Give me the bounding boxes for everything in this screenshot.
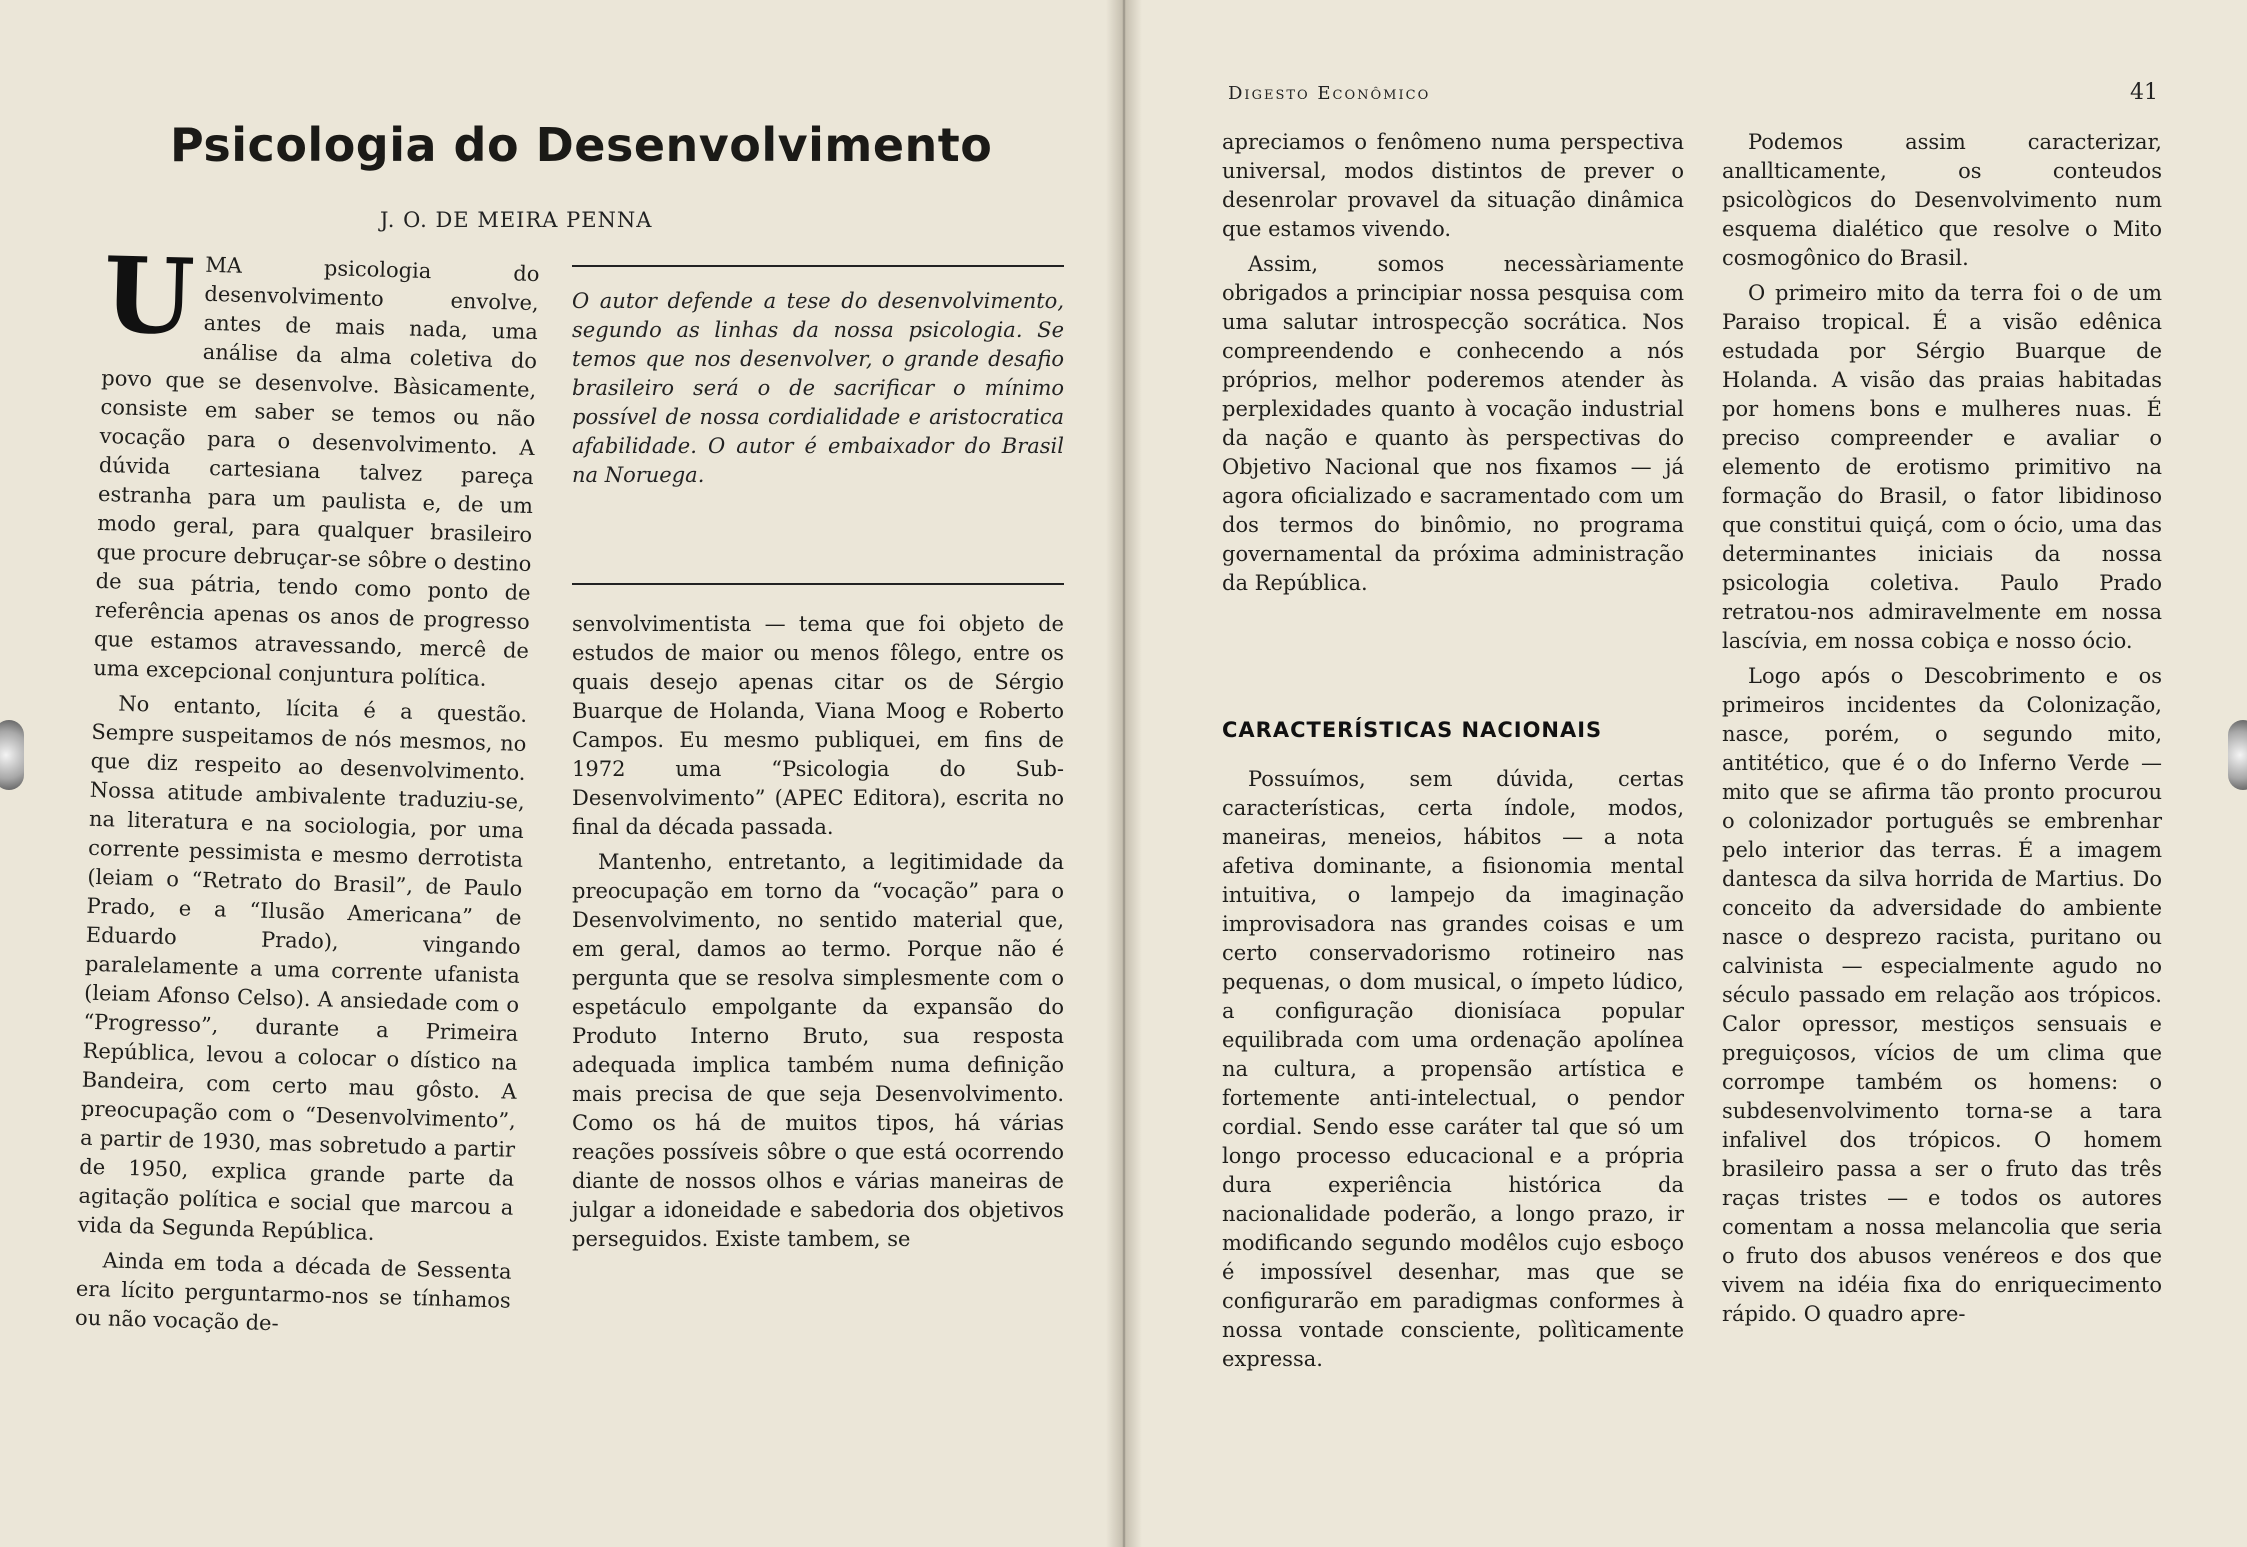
running-head: Digesto Econômico — [1228, 83, 1431, 104]
right-column-1b — [1222, 765, 1684, 1380]
summary-rule-bottom — [572, 583, 1064, 585]
paragraph: senvolvimentista — tema que foi objeto de estudos de maior ou menos fôlego, entre os quais desejo apenas citar os de Sérgio Buarque de Holanda, Viana Moog e Roberto Campos. Eu mesmo publiquei, em fins de 1972 uma “Psicologia do Sub-Desenvolvimento” (APEC Editora), escrita no final da década passada. — [572, 612, 1064, 839]
paragraph: Ainda em toda a década de Sessenta era lícito perguntarmo-nos se tínhamos ou não vocação de- — [74, 1248, 512, 1336]
drop-cap: U — [101, 233, 197, 359]
article-author: J. O. DE MEIRA PENNA — [380, 208, 653, 232]
paragraph: No entanto, lícita é a questão. Sempre suspeitamos de nós mesmos, no que diz respeito ao desenvolvimento. Nossa atitude ambivalente traduziu-se, na literatura e na sociologia, por uma corrente pessimista e mesmo derrotista (leiam o “Retrato do Brasil”, de Paulo Prado, e a “Ilusão Americana” de Eduardo Prado), vingando paralelamente a uma corrente ufanista (leiam Afonso Celso). A ansiedade com o “Progresso”, durante a Primeira República, levou a colocar o dístico na Bandeira, com certo mau gôsto. A preocupação com o “Desenvolvimento”, a partir de 1930, mas sobretudo a partir de 1950, explica grande parte da agitação política e social que marcou a vida da Segunda República. — [77, 691, 528, 1245]
paragraph: Mantenho, entretanto, a legitimidade da preocupação em torno da “vocação” para o Desenvolvimento, no sentido material que, em geral, damos ao termo. Porque não é pergunta que se resolva simplesmente com o espetáculo empolgante da expansão do Produto Interno Bruto, sua resposta adequada implica também numa definição mais precisa de que seja Desenvolvimento. Como os há de muitos tipos, há várias reações possíveis sôbre o que está ocorrendo diante de nossos olhos e várias maneiras de julgar a idoneidade e sabedoria dos objetivos perseguidos. Existe tambem, se — [572, 850, 1064, 1251]
paragraph: O primeiro mito da terra foi o de um Paraiso tropical. É a visão edênica estudada por Sérgio Buarque de Holanda. A visão das praias habitadas por homens bons e mulheres nuas. É preciso compreender e avaliar o elemento de erotismo primitivo na formação do Brasil, o fator libidinoso que constitui quiçá, com o ócio, uma das determinantes iniciais da nossa psicologia coletiva. Paulo Prado retratou-nos admiravelmente em nossa lascívia, em nossa cobiça e nosso ócio. — [1722, 281, 2162, 653]
page-number: 41 — [2130, 80, 2158, 105]
left-column-1 — [74, 233, 540, 1351]
paragraph: Podemos assim caracterizar, anallticamente, os conteudos psicològicos do Desenvolvimento num esquema dialético que resolve o Mito cosmogônico do Brasil. — [1722, 130, 2162, 270]
summary-rule-top — [572, 265, 1064, 267]
paragraph: Logo após o Descobrimento e os primeiros incidentes da Colonização, nasce, porém, o segundo mito, antitético, que é o do Inferno Verde — mito que se afirma tão pronto procurou o colonizador português se embrenhar pelo interior das terras. É a imagem dantesca da silva horrida de Martius. Do conceito da adversidade do ambiente nasce o desprezo racista, puritano ou calvinista — especialmente agudo no século passado em relação aos trópicos. Calor opressor, mestiços sensuais e preguiçosos, vícios de um clima que corrompe também os homens: o subdesenvolvimento torna-se a tara infalivel dos trópicos. O homem brasileiro passa a ser o fruto das três raças tristes — e todos os autores comentam a nossa melancolia que seria o fruto dos abusos venéreos e dos que vivem na idéia fixa do enriquecimento rápido. O quadro apre- — [1722, 664, 2162, 1326]
book-gutter — [1106, 0, 1142, 1547]
article-title: Psicologia do Desenvolvimento — [170, 118, 993, 172]
right-column-2 — [1722, 128, 2162, 1335]
article-summary: O autor defende a tese do desenvolvimento, segundo as linhas da nossa psicologia. Se temos que nos desenvolver, o grande desafio brasileiro será o de sacrificar o mínimo possível de nossa cordialidade e aristocratica afabilidade. O autor é embaixador do Brasil na Noruega. — [572, 289, 1064, 487]
paragraph: Possuímos, sem dúvida, certas características, certa índole, modos, maneiras, meneios, hábitos — a nota afetiva dominante, a fisionomia mental intuitiva, o lampejo da imaginação improvisadora nas grandes coisas e um certo conservadorismo rotineiro nas pequenas, o dom musical, o ímpeto lúdico, a configuração dionisíaca popular equilibrada com uma ordenação apolínea na cultura, a propensão artística e fortemente anti-intelectual, o pendor cordial. Sendo esse caráter tal que só um longo processo educacional e a própria dura experiência histórica da nacionalidade poderão, a longo prazo, ir modificando segundo modêlos cujo esboço é impossível desenhar, mas que se configurarão em paradigmas conformes à nossa vontade consciente, polìticamente expressa. — [1222, 767, 1684, 1371]
section-heading: CARACTERÍSTICAS NACIONAIS — [1222, 718, 1603, 742]
left-column-2 — [572, 610, 1064, 1260]
paragraph: apreciamos o fenômeno numa perspectiva universal, modos distintos de prever o desenrolar provavel da situação dinâmica que estamos vivendo. — [1222, 130, 1684, 241]
binding-hole-right — [2228, 720, 2247, 790]
paragraph: Assim, somos necessàriamente obrigados a principiar nossa pesquisa com uma salutar introspecção socrática. Nos compreendendo e conhecendo a nós próprios, melhor poderemos atender às perplexidades quanto à vocação industrial da nação e quanto às perspectivas do Objetivo Nacional que nos fixamos — já agora oficializado e sacramentado com um dos termos do binômio, no programa governamental da próxima administração da República. — [1222, 252, 1684, 595]
binding-hole-left — [0, 720, 24, 790]
paragraph: MA psicologia do desenvolvimento envolve, antes de mais nada, uma análise da alma coletiva do povo que se desenvolve. Bàsicamente, consiste em saber se temos ou não vocação para o desenvolvimento. A dúvida cartesiana talvez pareça estranha para um paulista e, de um modo geral, para qualquer brasileiro que procure debruçar-se sôbre o destino de sua pátria, tendo como ponto de referência apenas os anos de progresso que estamos atravessando, mercê de uma excepcional conjuntura política. — [92, 252, 540, 691]
right-column-1 — [1222, 128, 1684, 604]
